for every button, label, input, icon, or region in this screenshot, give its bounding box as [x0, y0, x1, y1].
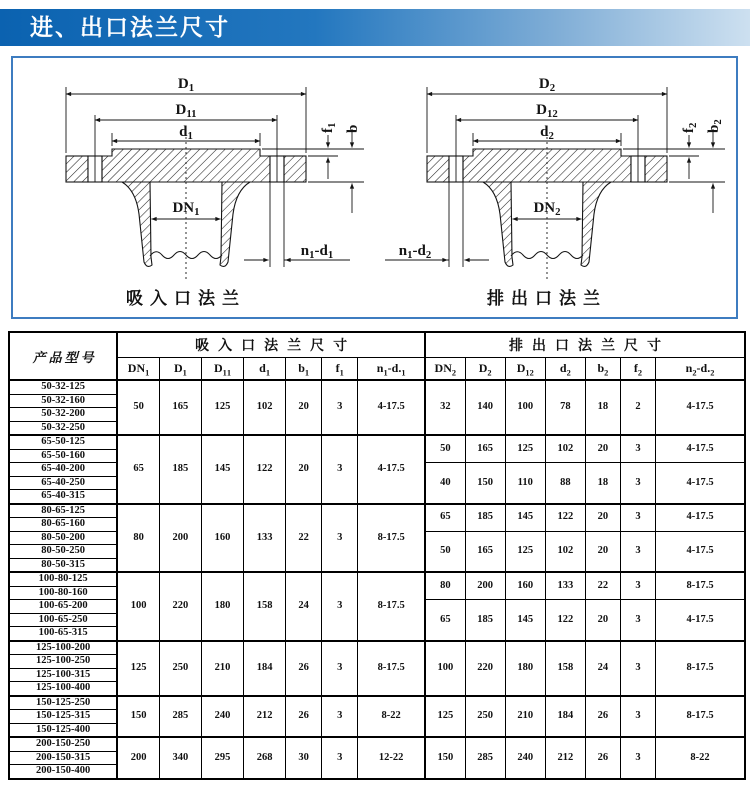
discharge-value-cell: 4-17.5 [656, 504, 745, 532]
discharge-value-cell: 20 [585, 435, 620, 463]
model-cell: 125-100-400 [9, 682, 117, 696]
discharge-value-cell: 2 [620, 380, 655, 435]
suction-value-cell: 200 [117, 737, 159, 779]
suction-value-cell: 3 [322, 737, 358, 779]
table-row [9, 380, 745, 394]
suction-value-cell: 133 [244, 504, 286, 573]
column-header: $b_1$ [286, 358, 322, 381]
discharge-value-cell: 3 [620, 531, 655, 572]
suction-value-cell: 250 [159, 641, 201, 696]
suction-value-cell: 3 [322, 641, 358, 696]
suction-flange-caption: 吸入口法兰 [126, 289, 246, 308]
suction-value-cell: 24 [286, 572, 322, 641]
table-subheader-row [9, 358, 745, 381]
discharge-value-cell: 122 [545, 600, 585, 641]
column-header: $n_1-d._1$ [358, 358, 425, 381]
discharge-value-cell: 20 [585, 531, 620, 572]
discharge-section-header: 排出口法兰尺寸 [425, 332, 745, 358]
suction-value-cell: 210 [201, 641, 243, 696]
discharge-value-cell: 3 [620, 463, 655, 504]
bore-label: $DN_1$ [172, 200, 200, 218]
column-header: $D_{11}$ [201, 358, 243, 381]
table-row [9, 435, 745, 449]
suction-value-cell: 145 [201, 435, 243, 504]
column-header: $f_1$ [322, 358, 358, 381]
model-cell: 65-40-250 [9, 476, 117, 490]
model-cell: 150-125-315 [9, 710, 117, 724]
discharge-value-cell: 110 [505, 463, 545, 504]
bolt-circle-label: $D_12$ [536, 102, 558, 120]
discharge-value-cell: 160 [505, 572, 545, 600]
discharge-value-cell: 150 [465, 463, 505, 504]
discharge-value-cell: 133 [545, 572, 585, 600]
discharge-value-cell: 4-17.5 [656, 600, 745, 641]
discharge-value-cell: 150 [425, 737, 465, 779]
model-cell: 150-125-250 [9, 696, 117, 710]
discharge-value-cell: 78 [545, 380, 585, 435]
discharge-value-cell: 3 [620, 435, 655, 463]
discharge-value-cell: 220 [465, 641, 505, 696]
suction-value-cell: 3 [322, 380, 358, 435]
discharge-value-cell: 285 [465, 737, 505, 779]
table-row [9, 737, 745, 751]
suction-value-cell: 158 [244, 572, 286, 641]
discharge-value-cell: 145 [505, 600, 545, 641]
discharge-value-cell: 184 [545, 696, 585, 738]
discharge-value-cell: 50 [425, 531, 465, 572]
model-cell: 125-100-250 [9, 655, 117, 669]
suction-value-cell: 50 [117, 380, 159, 435]
outer-diameter-label: $D_2$ [538, 76, 556, 94]
discharge-value-cell: 8-17.5 [656, 696, 745, 738]
model-cell: 50-32-160 [9, 394, 117, 408]
suction-value-cell: 160 [201, 504, 243, 573]
suction-value-cell: 22 [286, 504, 322, 573]
discharge-value-cell: 200 [465, 572, 505, 600]
suction-value-cell: 180 [201, 572, 243, 641]
table-row [9, 504, 745, 518]
column-header: $DN_1$ [117, 358, 159, 381]
column-header: $D_2$ [465, 358, 505, 381]
discharge-value-cell: 50 [425, 435, 465, 463]
discharge-flange-caption: 排出口法兰 [487, 289, 607, 308]
discharge-value-cell: 185 [465, 600, 505, 641]
discharge-value-cell: 210 [505, 696, 545, 738]
suction-value-cell: 285 [159, 696, 201, 738]
suction-value-cell: 3 [322, 696, 358, 738]
discharge-value-cell: 125 [425, 696, 465, 738]
model-cell: 200-150-400 [9, 765, 117, 779]
flange-dimensions-table [8, 331, 746, 780]
discharge-value-cell: 3 [620, 504, 655, 532]
face-height-label: $f_2$ [681, 122, 699, 133]
model-cell: 80-50-250 [9, 545, 117, 559]
model-cell: 150-125-400 [9, 723, 117, 737]
suction-value-cell: 65 [117, 435, 159, 504]
discharge-value-cell: 32 [425, 380, 465, 435]
column-header: $d_1$ [244, 358, 286, 381]
model-cell: 100-80-125 [9, 572, 117, 586]
suction-value-cell: 200 [159, 504, 201, 573]
discharge-value-cell: 125 [505, 435, 545, 463]
page-title: 进、出口法兰尺寸 [30, 14, 230, 40]
column-header: $n_2-d._2$ [656, 358, 745, 381]
discharge-value-cell: 102 [545, 435, 585, 463]
suction-value-cell: 295 [201, 737, 243, 779]
model-cell: 65-40-315 [9, 490, 117, 504]
discharge-value-cell: 3 [620, 737, 655, 779]
suction-section-header: 吸入口法兰尺寸 [117, 332, 425, 358]
discharge-value-cell: 102 [545, 531, 585, 572]
discharge-value-cell: 140 [465, 380, 505, 435]
suction-value-cell: 102 [244, 380, 286, 435]
model-column-header: 产品型号 [9, 332, 117, 380]
discharge-value-cell: 4-17.5 [656, 531, 745, 572]
model-cell: 100-65-200 [9, 600, 117, 614]
face-height-label: $f_1$ [320, 122, 338, 133]
model-cell: 65-50-160 [9, 449, 117, 463]
column-header: $b_2$ [585, 358, 620, 381]
bolt-holes-label: $n_1-d_1$ [300, 243, 334, 261]
column-header: $d_2$ [545, 358, 585, 381]
suction-flange-drawing [15, 61, 373, 313]
discharge-value-cell: 250 [465, 696, 505, 738]
suction-value-cell: 20 [286, 435, 322, 504]
raised-face-label: $d_2$ [540, 124, 554, 142]
suction-value-cell: 240 [201, 696, 243, 738]
bolt-circle-label: $D_11$ [175, 102, 197, 120]
suction-value-cell: 125 [117, 641, 159, 696]
model-cell: 100-65-250 [9, 613, 117, 627]
outer-diameter-label: $D_1$ [177, 76, 195, 94]
table-row [9, 641, 745, 655]
discharge-value-cell: 8-17.5 [656, 572, 745, 600]
discharge-value-cell: 4-17.5 [656, 463, 745, 504]
suction-value-cell: 122 [244, 435, 286, 504]
discharge-value-cell: 65 [425, 600, 465, 641]
model-cell: 80-65-125 [9, 504, 117, 518]
suction-value-cell: 20 [286, 380, 322, 435]
discharge-value-cell: 26 [585, 696, 620, 738]
suction-value-cell: 185 [159, 435, 201, 504]
suction-value-cell: 3 [322, 435, 358, 504]
suction-value-cell: 150 [117, 696, 159, 738]
discharge-value-cell: 20 [585, 600, 620, 641]
column-header: $D_{12}$ [505, 358, 545, 381]
discharge-value-cell: 158 [545, 641, 585, 696]
suction-value-cell: 165 [159, 380, 201, 435]
column-header: $f_2$ [620, 358, 655, 381]
discharge-value-cell: 8-22 [656, 737, 745, 779]
bore-label: $DN_2$ [533, 200, 561, 218]
bolt-holes-label: $n_1-d_2$ [398, 243, 432, 261]
flange-table-body [9, 380, 745, 779]
suction-value-cell: 184 [244, 641, 286, 696]
suction-value-cell: 30 [286, 737, 322, 779]
column-header: $DN_2$ [425, 358, 465, 381]
table-row [9, 696, 745, 710]
flange-diagram-panel [11, 56, 738, 319]
model-cell: 80-50-200 [9, 531, 117, 545]
suction-value-cell: 340 [159, 737, 201, 779]
suction-value-cell: 26 [286, 696, 322, 738]
discharge-value-cell: 4-17.5 [656, 435, 745, 463]
raised-face-label: $d_1$ [179, 124, 193, 142]
discharge-value-cell: 125 [505, 531, 545, 572]
discharge-value-cell: 165 [465, 531, 505, 572]
model-cell: 80-50-315 [9, 558, 117, 572]
suction-value-cell: 8-17.5 [358, 504, 425, 573]
suction-value-cell: 268 [244, 737, 286, 779]
discharge-value-cell: 40 [425, 463, 465, 504]
section-banner [0, 9, 750, 46]
flange-table-wrap [8, 331, 746, 780]
model-cell: 50-32-200 [9, 408, 117, 422]
suction-value-cell: 4-17.5 [358, 380, 425, 435]
suction-value-cell: 3 [322, 572, 358, 641]
suction-value-cell: 3 [322, 504, 358, 573]
suction-value-cell: 212 [244, 696, 286, 738]
discharge-value-cell: 26 [585, 737, 620, 779]
discharge-flange-drawing [376, 61, 734, 313]
model-cell: 200-150-315 [9, 751, 117, 765]
suction-value-cell: 100 [117, 572, 159, 641]
discharge-value-cell: 3 [620, 600, 655, 641]
discharge-value-cell: 4-17.5 [656, 380, 745, 435]
suction-value-cell: 26 [286, 641, 322, 696]
suction-value-cell: 220 [159, 572, 201, 641]
discharge-value-cell: 80 [425, 572, 465, 600]
discharge-value-cell: 145 [505, 504, 545, 532]
model-cell: 100-80-160 [9, 586, 117, 600]
model-cell: 65-50-125 [9, 435, 117, 449]
model-cell: 100-65-315 [9, 627, 117, 641]
discharge-value-cell: 100 [505, 380, 545, 435]
discharge-value-cell: 165 [465, 435, 505, 463]
suction-value-cell: 125 [201, 380, 243, 435]
discharge-value-cell: 240 [505, 737, 545, 779]
suction-value-cell: 8-17.5 [358, 641, 425, 696]
discharge-value-cell: 18 [585, 463, 620, 504]
model-cell: 65-40-200 [9, 463, 117, 477]
suction-value-cell: 8-17.5 [358, 572, 425, 641]
discharge-value-cell: 100 [425, 641, 465, 696]
discharge-value-cell: 88 [545, 463, 585, 504]
discharge-value-cell: 3 [620, 641, 655, 696]
discharge-value-cell: 3 [620, 696, 655, 738]
table-section-header-row [9, 332, 745, 358]
model-cell: 200-150-250 [9, 737, 117, 751]
suction-value-cell: 12-22 [358, 737, 425, 779]
model-cell: 80-65-160 [9, 518, 117, 532]
discharge-value-cell: 8-17.5 [656, 641, 745, 696]
suction-value-cell: 4-17.5 [358, 435, 425, 504]
discharge-value-cell: 18 [585, 380, 620, 435]
discharge-value-cell: 3 [620, 572, 655, 600]
discharge-value-cell: 22 [585, 572, 620, 600]
discharge-value-cell: 20 [585, 504, 620, 532]
thickness-label: $b_2$ [706, 119, 724, 133]
discharge-value-cell: 185 [465, 504, 505, 532]
model-cell: 125-100-315 [9, 668, 117, 682]
model-cell: 50-32-125 [9, 380, 117, 394]
thickness-label: b [345, 124, 361, 133]
model-cell: 50-32-250 [9, 421, 117, 435]
table-row [9, 572, 745, 586]
suction-value-cell: 80 [117, 504, 159, 573]
suction-value-cell: 8-22 [358, 696, 425, 738]
discharge-value-cell: 212 [545, 737, 585, 779]
discharge-value-cell: 180 [505, 641, 545, 696]
discharge-value-cell: 24 [585, 641, 620, 696]
column-header: $D_1$ [159, 358, 201, 381]
discharge-value-cell: 65 [425, 504, 465, 532]
model-cell: 125-100-200 [9, 641, 117, 655]
discharge-value-cell: 122 [545, 504, 585, 532]
